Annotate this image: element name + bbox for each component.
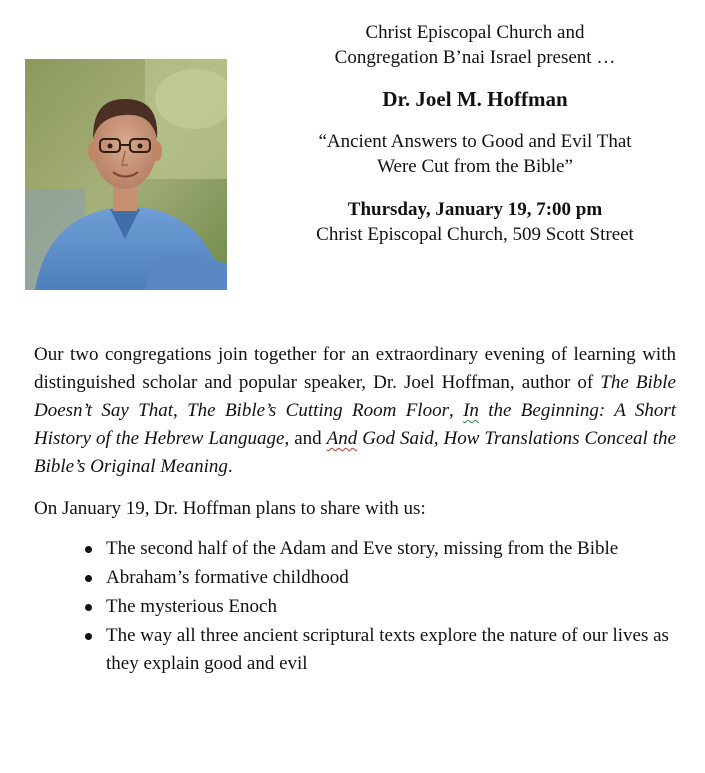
book-title-4-first-word: And xyxy=(326,428,358,449)
book-title-1: The Bible Doesn’t Say That xyxy=(34,372,676,421)
speaker-name: Dr. Joel M. Hoffman xyxy=(382,87,568,111)
event-date: Thursday, January 19, 7:00 pm xyxy=(347,199,603,220)
intro-sep-3: , and xyxy=(284,428,327,449)
event-description xyxy=(34,341,676,679)
book-title-4-rest: God Said, How Translations Conceal the Bible’s Original Meaning xyxy=(34,428,676,477)
book-title-3-rest: the Beginning: A Short History of the Hebrew Language xyxy=(34,400,676,449)
intro-paragraph xyxy=(34,341,676,481)
intro-end: . xyxy=(227,456,233,477)
intro-sep-1: , xyxy=(173,400,188,421)
event-header xyxy=(270,20,680,247)
intro-text-1: Our two congregations join together for an extraordinary evening of learning with distinguished scholar and popular speaker, Dr. Joel Hoffman, author of xyxy=(34,344,676,393)
presenters-line-2: Congregation B’nai Israel present … xyxy=(334,47,616,68)
talk-title xyxy=(270,129,680,179)
book-title-3-first-word: In xyxy=(463,400,479,421)
list-item: The second half of the Adam and Eve story, missing from the Bible xyxy=(106,535,676,563)
book-title-2: The Bible’s Cutting Room Floor xyxy=(187,400,449,421)
list-item: Abraham’s formative childhood xyxy=(106,564,676,592)
topics-lead: On January 19, Dr. Hoffman plans to share with us: xyxy=(34,498,426,519)
speaker-photo xyxy=(25,59,227,290)
list-item: The mysterious Enoch xyxy=(106,593,676,621)
intro-sep-2: , xyxy=(448,400,464,421)
talk-title-line-1: “Ancient Answers to Good and Evil That xyxy=(318,131,632,152)
talk-title-line-2: Were Cut from the Bible” xyxy=(377,156,573,177)
event-venue: Christ Episcopal Church, 509 Scott Street xyxy=(316,224,634,245)
topics-list xyxy=(34,535,676,678)
list-item: The way all three ancient scriptural texts explore the nature of our lives as they explain good and evil xyxy=(106,622,676,678)
presenters xyxy=(270,20,680,70)
presenters-line-1: Christ Episcopal Church and xyxy=(365,22,585,43)
